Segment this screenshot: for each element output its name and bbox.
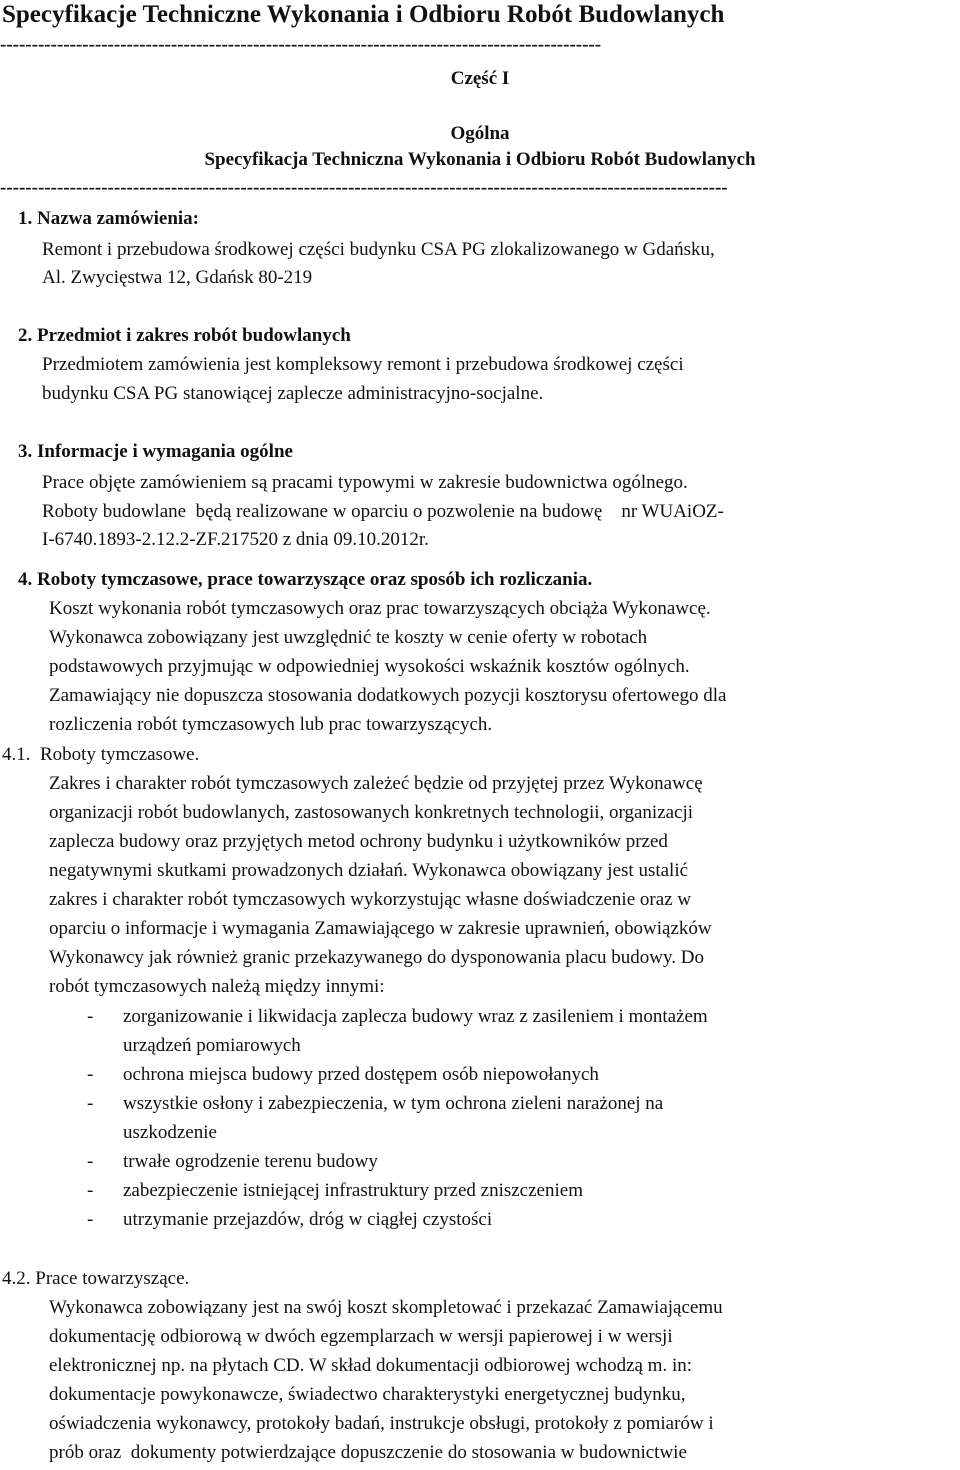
separator-top: -----------------------------------------------------------------------------------------------	[0, 34, 602, 55]
section-4-1-text: Zakres i charakter robót tymczasowych zależeć będzie od przyjętej przez Wykonawcę	[49, 773, 703, 794]
bullet-dash: -	[87, 1151, 94, 1172]
section-4-1-text: oparciu o informacje i wymagania Zamawiającego w zakresie uprawnień, obowiązków	[49, 918, 712, 939]
section-2-heading: 2. Przedmiot i zakres robót budowlanych	[18, 325, 351, 346]
list-item-continuation: uszkodzenie	[123, 1122, 217, 1143]
list-item: wszystkie osłony i zabezpieczenia, w tym ochrona zieleni narażonej na	[123, 1093, 664, 1114]
list-item: zorganizowanie i likwidacja zaplecza budowy wraz z zasileniem i montażem	[123, 1006, 708, 1027]
bullet-dash: -	[87, 1209, 94, 1230]
list-item-continuation: urządzeń pomiarowych	[123, 1035, 301, 1056]
section-4-2-text: elektronicznej np. na płytach CD. W skład dokumentacji odbiorowej wchodzą m. in:	[49, 1355, 693, 1376]
section-4-2-heading: 4.2. Prace towarzyszące.	[2, 1268, 190, 1289]
section-4-1-text: organizacji robót budowlanych, zastosowanych konkretnych technologii, organizacji	[49, 802, 694, 823]
list-item: trwałe ogrodzenie terenu budowy	[123, 1151, 378, 1172]
section-3-text: Prace objęte zamówieniem są pracami typowymi w zakresie budownictwa ogólnego.	[42, 472, 688, 493]
bullet-dash: -	[87, 1180, 94, 1201]
section-4-1-text: negatywnymi skutkami prowadzonych działań. Wykonawca obowiązany jest ustalić	[49, 860, 689, 881]
section-4-heading: 4. Roboty tymczasowe, prace towarzyszące oraz sposób ich rozliczania.	[18, 569, 593, 590]
document-title: Specyfikacje Techniczne Wykonania i Odbioru Robót Budowlanych	[2, 1, 725, 28]
bullet-dash: -	[87, 1006, 94, 1027]
section-1-text: Remont i przebudowa środkowej części budynku CSA PG zlokalizowanego w Gdańsku,	[42, 239, 715, 260]
section-4-2-text: oświadczenia wykonawcy, protokoły badań, instrukcje obsługi, protokoły z pomiarów i	[49, 1413, 714, 1434]
subtitle: Specyfikacja Techniczna Wykonania i Odbioru Robót Budowlanych	[204, 149, 756, 170]
section-4-1-text: robót tymczasowych należą między innymi:	[49, 976, 385, 997]
list-item: zabezpieczenie istniejącej infrastruktury przed zniszczeniem	[123, 1180, 583, 1201]
section-2-text: Przedmiotem zamówienia jest kompleksowy remont i przebudowa środkowej części	[42, 354, 684, 375]
section-4-text: Wykonawca zobowiązany jest uwzględnić te koszty w cenie oferty w robotach	[49, 627, 648, 648]
section-4-2-text: Wykonawca zobowiązany jest na swój koszt skompletować i przekazać Zamawiającemu	[49, 1297, 723, 1318]
general-label: Ogólna	[450, 123, 510, 144]
list-item: utrzymanie przejazdów, dróg w ciągłej czystości	[123, 1209, 493, 1230]
section-4-2-text: dokumentację odbiorową w dwóch egzemplarzach w wersji papierowej i w wersji	[49, 1326, 673, 1347]
section-4-1-text: zaplecza budowy oraz przyjętych metod ochrony budynku i użytkowników przed	[49, 831, 668, 852]
section-3-text: Roboty budowlane będą realizowane w oparciu o pozwolenie na budowę nr WUAiOZ-	[42, 501, 724, 522]
section-3-heading: 3. Informacje i wymagania ogólne	[18, 441, 293, 462]
section-4-1-text: Wykonawcy jak również granic przekazywanego do dysponowania placu budowy. Do	[49, 947, 705, 968]
section-1-heading: 1. Nazwa zamówienia:	[18, 208, 199, 229]
bullet-dash: -	[87, 1093, 94, 1114]
section-2-text: budynku CSA PG stanowiącej zaplecze administracyjno-socjalne.	[42, 383, 544, 404]
section-4-text: Zamawiający nie dopuszcza stosowania dodatkowych pozycji kosztorysu ofertowego dla	[49, 685, 727, 706]
section-4-1-heading: 4.1. Roboty tymczasowe.	[2, 744, 200, 765]
section-4-text: podstawowych przyjmując w odpowiedniej wysokości wskaźnik kosztów ogólnych.	[49, 656, 690, 677]
section-4-2-text: dokumentacje powykonawcze, świadectwo charakterystyki energetycznej budynku,	[49, 1384, 686, 1405]
section-4-text: rozliczenia robót tymczasowych lub prac towarzyszących.	[49, 714, 493, 735]
section-3-text: I-6740.1893-2.12.2-ZF.217520 z dnia 09.10.2012r.	[42, 529, 429, 550]
section-4-text: Koszt wykonania robót tymczasowych oraz prac towarzyszących obciąża Wykonawcę.	[49, 598, 711, 619]
separator-bottom: -------------------------------------------------------------------------------------------------------------------	[0, 177, 728, 198]
part-label: Część I	[450, 68, 510, 89]
section-1-text: Al. Zwycięstwa 12, Gdańsk 80-219	[42, 267, 313, 288]
section-4-2-text: prób oraz dokumenty potwierdzające dopuszczenie do stosowania w budownictwie	[49, 1442, 687, 1463]
section-4-1-text: zakres i charakter robót tymczasowych wykorzystując własne doświadczenie oraz w	[49, 889, 692, 910]
list-item: ochrona miejsca budowy przed dostępem osób niepowołanych	[123, 1064, 599, 1085]
bullet-dash: -	[87, 1064, 94, 1085]
